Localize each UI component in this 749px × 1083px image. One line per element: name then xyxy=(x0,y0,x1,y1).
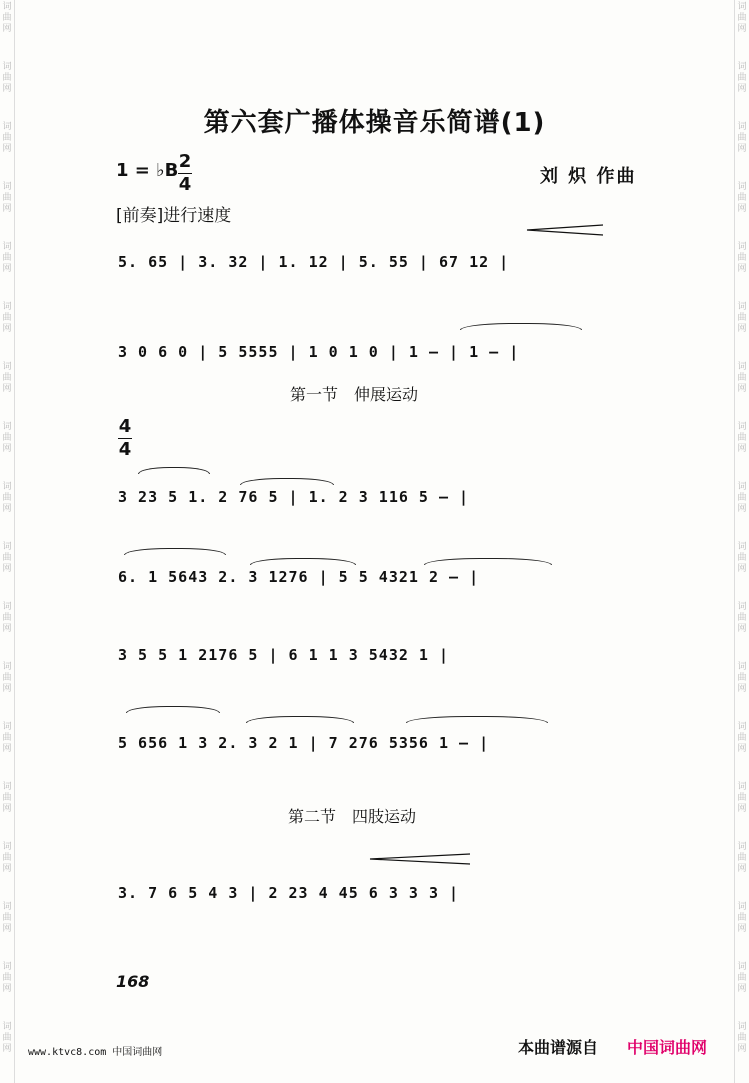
phrase-slur xyxy=(250,558,356,565)
watermark-text: 词曲网 xyxy=(2,422,12,454)
watermark-text: 词曲网 xyxy=(2,122,12,154)
watermark-text: 词曲网 xyxy=(737,62,747,94)
watermark-text: 词曲网 xyxy=(737,422,747,454)
watermark-text: 词曲网 xyxy=(2,182,12,214)
time-signature xyxy=(178,152,192,195)
score-row-7: 3. 7 6 5 4 3 | 2 23 4 45 6 3 3 3 | xyxy=(118,884,460,902)
time-signature-4-4 xyxy=(118,417,132,460)
right-margin-rule xyxy=(734,0,735,1083)
watermark-text: 词曲网 xyxy=(2,602,12,634)
phrase-slur xyxy=(246,716,354,723)
key-signature: 1 = ♭B xyxy=(116,160,179,181)
watermark-text: 词曲网 xyxy=(2,722,12,754)
left-margin-rule xyxy=(14,0,15,1083)
watermark-text: 词曲网 xyxy=(2,962,12,994)
crescendo-mark xyxy=(525,224,605,236)
page-title: 第六套广播体操音乐简谱(1) xyxy=(203,108,546,138)
left-watermark-strip xyxy=(0,0,14,1083)
footer-source-label: 本曲谱源自 xyxy=(518,1038,599,1057)
watermark-text: 词曲网 xyxy=(2,62,12,94)
watermark-text: 词曲网 xyxy=(737,662,747,694)
footer-site-name: 中国词曲网 xyxy=(627,1038,708,1057)
watermark-text: 词曲网 xyxy=(737,962,747,994)
watermark-text: 词曲网 xyxy=(737,602,747,634)
phrase-slur xyxy=(126,706,220,713)
crescendo-mark-2 xyxy=(368,852,472,866)
meter2-bottom: 4 xyxy=(118,439,132,460)
meter2-top: 4 xyxy=(118,416,132,437)
watermark-text: 词曲网 xyxy=(2,542,12,574)
footer-url: www.ktvc8.com 中国词曲网 xyxy=(28,1047,163,1058)
composer-credit: 刘 炽 作曲 xyxy=(540,166,637,187)
watermark-text: 词曲网 xyxy=(2,1022,12,1054)
score-row-5: 3 5 5 1 2176 5 | 6 1 1 3 5432 1 | xyxy=(118,646,450,664)
watermark-text: 词曲网 xyxy=(737,242,747,274)
meter-top: 2 xyxy=(178,151,192,172)
watermark-text: 词曲网 xyxy=(2,902,12,934)
watermark-text: 词曲网 xyxy=(737,302,747,334)
section-heading-1: 第一节 伸展运动 xyxy=(290,385,419,404)
score-row-6: 5 656 1 3 2. 3 2 1 | 7 276 5356 1 — | xyxy=(118,734,490,752)
phrase-slur xyxy=(138,467,210,474)
section-heading-2: 第二节 四肢运动 xyxy=(288,807,417,826)
meter-bottom: 4 xyxy=(178,174,192,195)
score-row-4: 6. 1 5643 2. 3 1276 | 5 5 4321 2 — | xyxy=(118,568,480,586)
phrase-slur xyxy=(406,716,548,723)
watermark-text: 词曲网 xyxy=(737,722,747,754)
watermark-text: 词曲网 xyxy=(2,362,12,394)
watermark-text: 词曲网 xyxy=(2,662,12,694)
phrase-slur xyxy=(424,558,552,565)
score-row-2: 3 0 6 0 | 5 5555 | 1 0 1 0 | 1 — | 1 — | xyxy=(118,343,520,361)
watermark-text: 词曲网 xyxy=(2,242,12,274)
watermark-text: 词曲网 xyxy=(737,782,747,814)
watermark-text: 词曲网 xyxy=(737,542,747,574)
tie-slur xyxy=(460,323,582,330)
phrase-slur xyxy=(124,548,226,555)
watermark-text: 词曲网 xyxy=(737,482,747,514)
watermark-text: 词曲网 xyxy=(737,842,747,874)
watermark-text: 词曲网 xyxy=(2,842,12,874)
watermark-text: 词曲网 xyxy=(2,782,12,814)
phrase-slur xyxy=(240,478,334,485)
score-row-1: 5. 65 | 3. 32 | 1. 12 | 5. 55 | 67 12 | xyxy=(118,253,510,271)
watermark-text: 词曲网 xyxy=(737,182,747,214)
watermark-text: 词曲网 xyxy=(737,2,747,34)
watermark-text: 词曲网 xyxy=(737,902,747,934)
right-watermark-strip xyxy=(735,0,749,1083)
watermark-text: 词曲网 xyxy=(2,302,12,334)
page-number: 168 xyxy=(116,972,150,991)
intro-label: [前奏]进行速度 xyxy=(116,206,232,226)
watermark-text: 词曲网 xyxy=(737,1022,747,1054)
watermark-text: 词曲网 xyxy=(2,2,12,34)
watermark-text: 词曲网 xyxy=(737,122,747,154)
watermark-text: 词曲网 xyxy=(2,482,12,514)
watermark-text: 词曲网 xyxy=(737,362,747,394)
score-row-3: 3 23 5 1. 2 76 5 | 1. 2 3 116 5 — | xyxy=(118,488,470,506)
